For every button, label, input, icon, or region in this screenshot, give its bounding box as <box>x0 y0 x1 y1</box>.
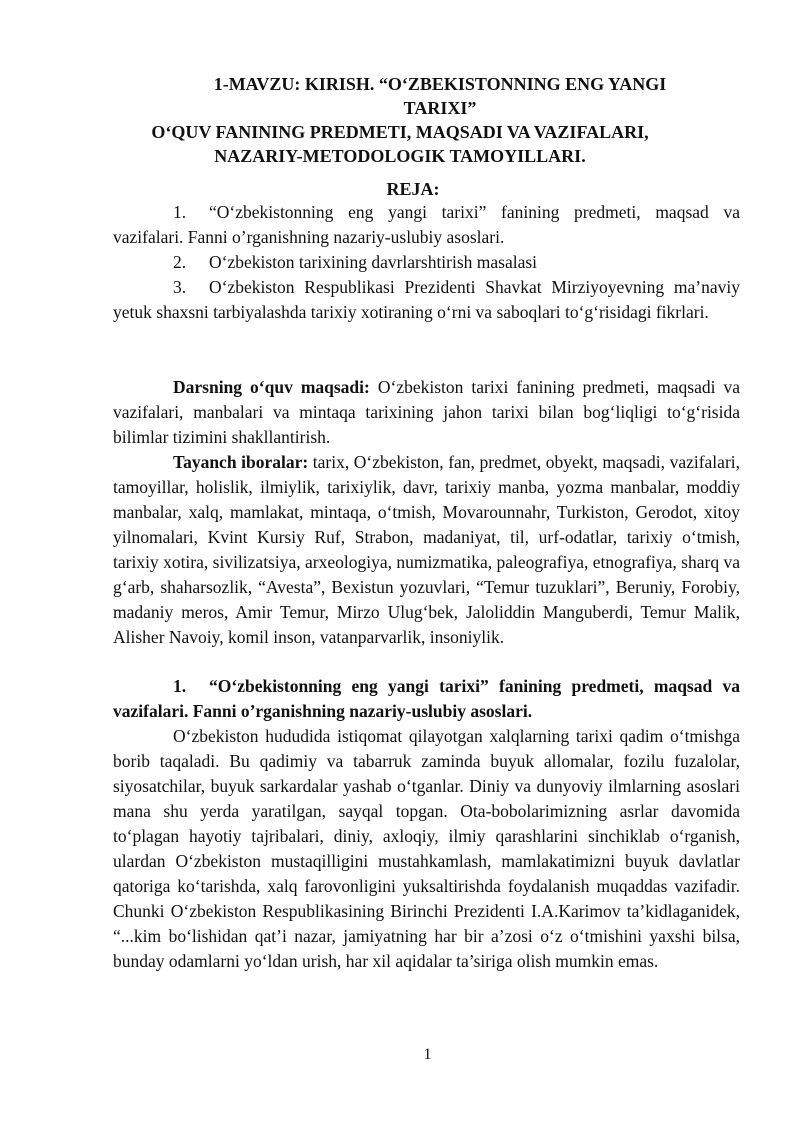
section-number: 1. <box>173 676 187 696</box>
lesson-goal-label: Darsning o‘quv maqsadi: <box>173 377 370 397</box>
section-heading-text: “O‘zbekistonning eng yangi tarixi” fanining predmeti, maqsad va vazifalari. Fanni o’rganishning nazariy-uslubiy asoslari. <box>113 676 740 721</box>
lesson-goal-paragraph <box>113 375 740 450</box>
title-line-3: NAZARIY-METODOLOGIK TAMOYILLARI. <box>214 146 586 166</box>
plan-heading: REJA: <box>386 179 440 199</box>
plan-item-number: 1. <box>173 202 187 222</box>
page-number: 1 <box>423 1046 432 1063</box>
section-1-body: O‘zbekiston hududida istiqomat qilayotgan xalqlarning tarixi qadim o‘tmishga borib taqaladi. Bu qadimiy va tabarruk zaminda buyuk allomalar, fozilu fuzalolar, siyosatchilar, buyuk sarkardalar yashab o‘tganlar. Diniy va dunyoviy ilmlarning asoslari mana shu yerda yaratilgan, sayqal topgan. Ota-bobolarimizning asrlar davomida to‘plagan hayotiy tajribalari, diniy, axloqiy, ilmiy qarashlarini sinchiklab o‘rganish, ulardan O‘zbekiston mustaqilligini mustahkamlash, mamlakatimizni buyuk davlatlar qatoriga ko‘tarishda, xalq farovonligini yuksaltirishda foydalanish muqaddas vazifadir. Chunki O‘zbekiston Respublikasining Birinchi Prezidenti I.A.Karimov ta’kidlaganidek, “...kim bo‘lishidan qat’i nazar, jamiyatning har bir a’zosi o‘z o‘tmishini yaxshi bilsa, bunday odamlarni yo‘ldan urish, har xil aqidalar ta’siriga olish mumkin emas. <box>113 726 740 971</box>
document-body <box>113 200 740 974</box>
keywords-label: Tayanch iboralar: <box>173 452 309 472</box>
plan-item-number: 2. <box>173 252 187 272</box>
section-1-heading <box>113 674 740 724</box>
spacer <box>113 650 740 674</box>
plan-item-3 <box>113 275 740 325</box>
plan-item-1 <box>113 200 740 250</box>
title-line-2: O‘QUV FANINING PREDMETI, MAQSADI VA VAZIFALARI, <box>151 122 649 142</box>
keywords-paragraph <box>113 450 740 650</box>
title-line-1: 1-MAVZU: KIRISH. “O‘ZBEKISTONNING ENG YANGI TARIXI” <box>213 74 667 118</box>
plan-item-text: O‘zbekiston tarixining davrlarshtirish masalasi <box>209 252 538 272</box>
plan-item-text: “O‘zbekistonning eng yangi tarixi” fanining predmeti, maqsad va vazifalari. Fanni o’rganishning nazariy-uslubiy asoslari. <box>113 202 740 247</box>
plan-item-text: O‘zbekiston Respublikasi Prezidenti Shavkat Mirziyoyevning ma’naviy yetuk shaxsni tarbiyalashda tarixiy xotiraning o‘rni va saboqlari to‘g‘risidagi fikrlari. <box>113 277 740 322</box>
plan-item-2 <box>113 250 740 275</box>
lesson-goal-text: O‘zbekiston tarixi fanining predmeti, maqsadi va vazifalari, manbalari va mintaqa tarixining jahon tarixi bilan bog‘liqligi to‘g‘risida bilimlar tizimini shakllantirish. <box>113 377 740 447</box>
keywords-text: tarix, O‘zbekiston, fan, predmet, obyekt, maqsadi, vazifalari, tamoyillar, holislik, ilmiylik, tarixiylik, davr, tarixiy manba, yozma manbalar, moddiy manbalar, xalq, mamlakat, mintaqa, o‘tmish, Movarounnahr, Turkiston, Gerodot, xitoy yilnomalari, Kvint Kursiy Ruf, Strabon, madaniyat, til, urf-odatlar, tarixiy o‘tmish, tarixiy xotira, sivilizatsiya, arxeologiya, numizmatika, paleografiya, etnografiya, sharq va g‘arb, shaharsozlik, “Avesta”, Bexistun yozuvlari, “Temur tuzuklari”, Beruniy, Forobiy, madaniy meros, Amir Temur, Mirzo Ulug‘bek, Jaloliddin Manguberdi, Temur Malik, Alisher Navoiy, komil inson, vatanparvarlik, insoniylik. <box>113 452 741 647</box>
page-title <box>100 72 700 168</box>
plan-item-number: 3. <box>173 277 187 297</box>
spacer <box>113 325 740 375</box>
